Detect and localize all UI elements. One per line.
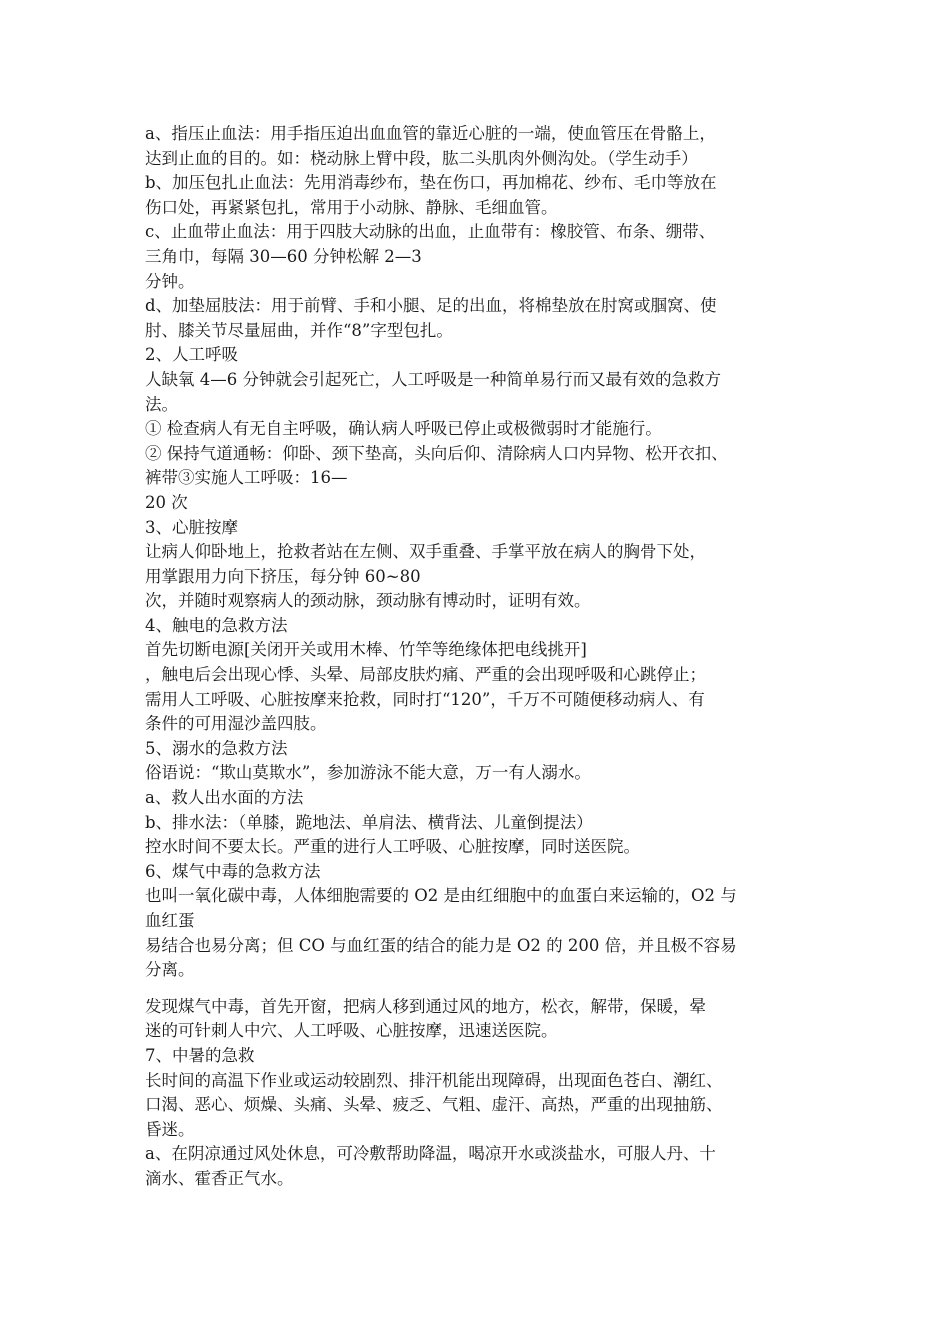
section-heading: 2、人工呼吸 — [145, 345, 238, 365]
section-heading: 7、中暑的急救 — [145, 1045, 255, 1065]
text-line: 裤带③实施人工呼吸：16— — [145, 468, 348, 488]
text-line: 用掌跟用力向下挤压，每分钟 60~80 — [145, 566, 421, 586]
text-line: 血红蛋 — [145, 911, 195, 930]
text-line: 控水时间不要太长。严重的进行人工呼吸、心脏按摩，同时送医院。 — [145, 837, 640, 857]
text-line: 滴水、霍香正气水。 — [145, 1168, 294, 1188]
text-line: 条件的可用湿沙盖四肢。 — [145, 714, 327, 734]
text-line: 三角巾，每隔 30—60 分钟松解 2—3 — [145, 246, 422, 266]
text-line: ② 保持气道通畅：仰卧、颈下垫高，头向后仰、清除病人口内异物、松开衣扣、 — [145, 443, 728, 463]
text-line: 发现煤气中毒，首先开窗，把病人移到通过风的地方，松衣，解带，保暖，晕 — [145, 996, 706, 1016]
text-line: 分钟。 — [145, 271, 195, 291]
text-line: 伤口处，再紧紧包扎，常用于小动脉、静脉、毛细血管。 — [145, 197, 558, 217]
text-line: ① 检查病人有无自主呼吸，确认病人呼吸已停止或极微弱时才能施行。 — [145, 419, 662, 439]
text-line: 易结合也易分离；但 CO 与血红蛋的结合的能力是 O2 的 200 倍，并且极不容易 — [145, 935, 737, 955]
document-body — [145, 122, 820, 1192]
text-line: 肘、膝关节尽量屈曲，并作“8”字型包扎。 — [145, 320, 453, 340]
text-line: 达到止血的目的。如：桡动脉上臂中段，肱二头肌肉外侧沟处。（学生动手） — [145, 148, 698, 168]
text-line: 需用人工呼吸、心脏按摩来抢救，同时打“120”，千万不可随便移动病人、有 — [145, 689, 705, 709]
text-line: 俗语说：“欺山莫欺水”，参加游泳不能大意，万一有人溺水。 — [145, 763, 591, 783]
text-line: d、加垫屈肢法：用于前臂、手和小腿、足的出血，将棉垫放在肘窝或腘窝、使 — [145, 296, 717, 316]
paragraph-gap — [145, 983, 820, 995]
text-line: 分离。 — [145, 960, 195, 980]
text-line: 昏迷。 — [145, 1119, 195, 1139]
text-line: 长时间的高温下作业或运动较剧烈、排汗机能出现障碍，出现面色苍白、潮红、 — [145, 1070, 723, 1090]
text-line: 口渴、恶心、烦燥、头痛、头晕、疲乏、气粗、虚汗、高热，严重的出现抽筋、 — [145, 1095, 723, 1115]
section-heading: 3、心脏按摩 — [145, 517, 238, 537]
text-line: a、在阴凉通过风处休息，可冷敷帮助降温，喝凉开水或淡盐水，可服人丹、十 — [145, 1144, 716, 1164]
text-line: 首先切断电源[关闭开关或用木棒、竹竿等绝缘体把电线挑开] — [145, 640, 587, 660]
section-heading: 6、煤气中毒的急救方法 — [145, 861, 321, 881]
text-line: a、救人出水面的方法 — [145, 788, 304, 808]
text-line: b、排水法：（单膝，跪地法、单肩法、横背法、儿童倒提法） — [145, 812, 593, 832]
text-line: 也叫一氧化碳中毒，人体细胞需要的 O2 是由红细胞中的血蛋白来运输的，O2 与 — [145, 886, 737, 906]
text-line: a、指压止血法：用手指压迫出血血管的靠近心脏的一端，使血管压在骨骼上， — [145, 124, 716, 143]
section-heading: 4、触电的急救方法 — [145, 615, 288, 635]
text-line: b、加压包扎止血法：先用消毒纱布，垫在伤口，再加棉花、纱布、毛巾等放在 — [145, 173, 717, 193]
text-line: 20 次 — [145, 492, 188, 512]
text-line: 人缺氧 4—6 分钟就会引起死亡，人工呼吸是一种简单易行而又最有效的急救方 — [145, 369, 721, 389]
text-line: c、止血带止血法：用于四肢大动脉的出血，止血带有：橡胶管、布条、绷带、 — [145, 222, 716, 242]
text-line: 让病人仰卧地上，抢救者站在左侧、双手重叠、手掌平放在病人的胸骨下处， — [145, 542, 706, 562]
text-line: 法。 — [145, 394, 178, 414]
text-line: ，触电后会出现心悸、头晕、局部皮肤灼痛、严重的会出现呼吸和心跳停止； — [145, 665, 706, 685]
text-line: 次，并随时观察病人的颈动脉，颈动脉有博动时，证明有效。 — [145, 591, 591, 611]
section-heading: 5、溺水的急救方法 — [145, 738, 288, 758]
text-line: 迷的可针刺人中穴、人工呼吸、心脏按摩，迅速送医院。 — [145, 1021, 558, 1041]
